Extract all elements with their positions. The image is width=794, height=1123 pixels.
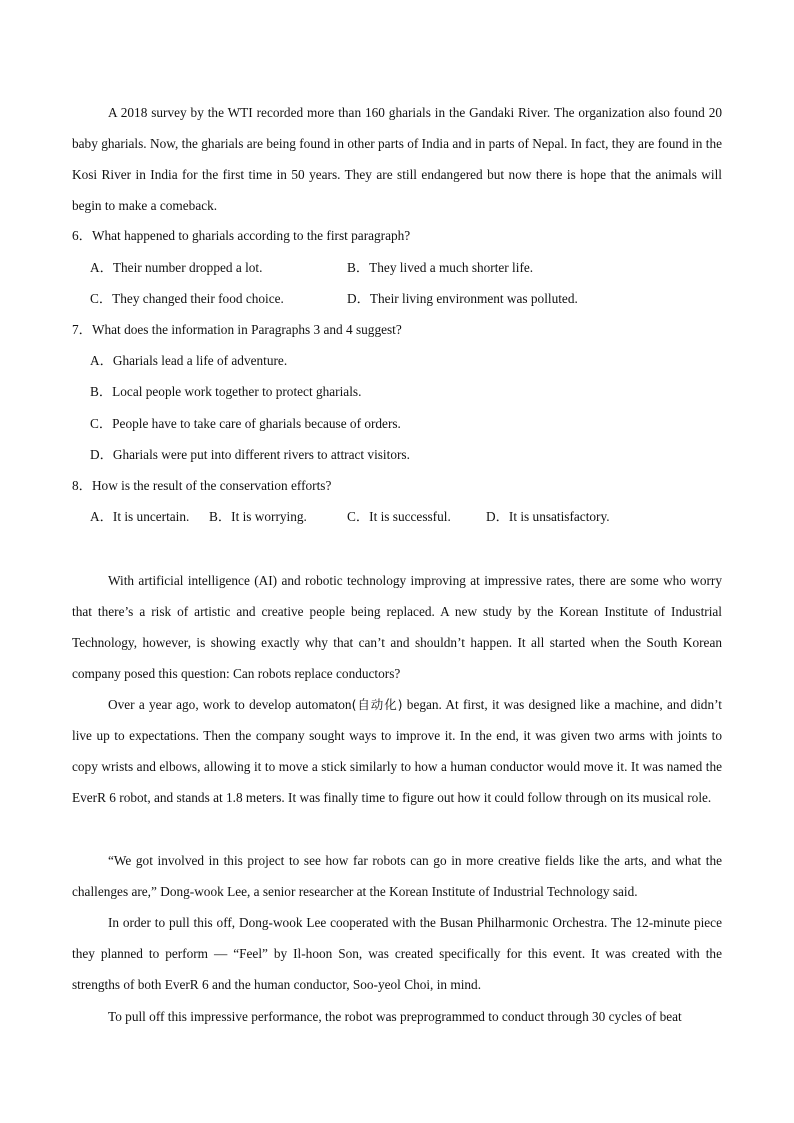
question-8-option-a: A．It is uncertain.: [90, 509, 190, 524]
question-7-option-d: D．Gharials were put into different rivers to attract visitors.: [90, 447, 410, 462]
question-6-option-b: B．They lived a much shorter life.: [347, 260, 534, 275]
question-7-stem: 7．What does the information in Paragraphs 3 and 4 suggest?: [72, 322, 402, 337]
question-8-option-d: D．It is unsatisfactory.: [486, 509, 610, 524]
question-6-stem: 6．What happened to gharials according to the first paragraph?: [72, 228, 411, 243]
question-8-stem: 8．How is the result of the conservation efforts?: [72, 478, 332, 493]
passage1-paragraph: A 2018 survey by the WTI recorded more than 160 gharials in the Gandaki River. The organization also found 20 baby gharials. Now, the gharials are being found in other parts of India and in parts of Nepal. In fact, they are found in the Kosi River in India for the first time in 50 years. They are still endangered but now there is hope that the animals will begin to make a comeback.: [72, 105, 722, 213]
question-7-option-a: A．Gharials lead a life of adventure.: [90, 353, 288, 368]
question-6-option-d: D．Their living environment was polluted.: [347, 291, 578, 306]
question-7-option-b: B．Local people work together to protect gharials.: [90, 384, 362, 399]
passage2-paragraph-2: [72, 689, 722, 813]
question-7-option-c: C．People have to take care of gharials because of orders.: [90, 416, 401, 431]
passage2-paragraph-3: “We got involved in this project to see how far robots can go in more creative fields like the arts, and what the challenges are,” Dong-wook Lee, a senior researcher at the Korean Institute of Industrial Technology said.: [72, 853, 722, 899]
question-6-option-c: C．They changed their food choice.: [90, 291, 284, 306]
passage2-paragraph-5: To pull off this impressive performance, the robot was preprogrammed to conduct through 30 cycles of beat: [108, 1009, 682, 1024]
question-8-option-c: C．It is successful.: [347, 509, 451, 524]
passage2-paragraph-4: In order to pull this off, Dong-wook Lee cooperated with the Busan Philharmonic Orchestra. The 12-minute piece they planned to perform — “Feel” by Il-hoon Son, was created specifically for this event. It was created with the strengths of both EverR 6 and the human conductor, Soo-yeol Choi, in mind.: [72, 915, 722, 992]
passage2-paragraph-2-start: Over a year ago, work to develop automaton: [108, 697, 352, 712]
automaton-chinese-gloss: (自动化): [351, 697, 403, 712]
question-6-option-a: A．Their number dropped a lot.: [90, 260, 263, 275]
passage2-paragraph-1: With artificial intelligence (AI) and robotic technology improving at impressive rates, there are some who worry that there’s a risk of artistic and creative people being replaced. A new study by the Korean Institute of Industrial Technology, however, is showing exactly why that can’t and shouldn’t happen. It all started when the South Korean company posed this question: Can robots replace conductors?: [72, 573, 722, 681]
passage2-paragraph-2-rest: began. At first, it was designed like a machine, and didn’t live up to expectations. Then the company sought ways to improve it. In the end, it was given two arms with joints to copy wrists and elbows, allowing it to move a stick similarly to how a human conductor would move it. It was named the EverR 6 robot, and stands at 1.8 meters. It was finally time to figure out how it could follow through on its musical role.: [72, 697, 722, 805]
question-8-option-b: B．It is worrying.: [209, 509, 307, 524]
